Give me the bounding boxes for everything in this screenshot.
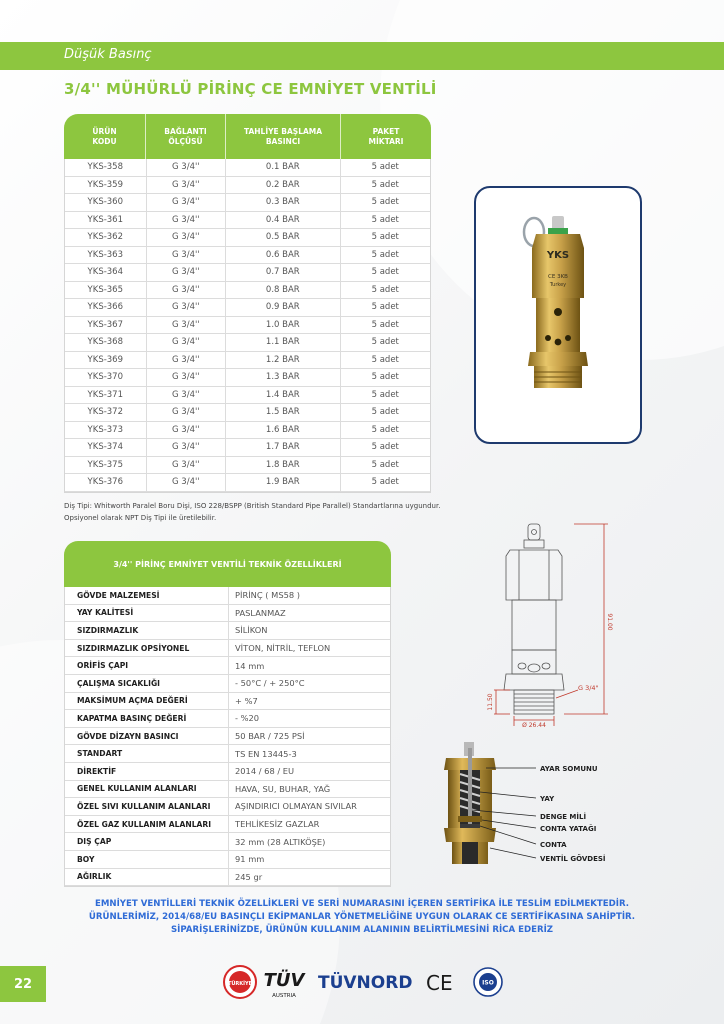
cell-product-code: YKS-367 <box>65 317 147 334</box>
valve-brand-text: YKS <box>546 250 570 261</box>
cell-connection-size: G 3/4'' <box>147 212 227 229</box>
table-row <box>65 352 430 370</box>
iso-logo <box>474 968 502 996</box>
cell-relief-pressure: 0.6 BAR <box>226 247 340 264</box>
cutaway-label-seal-seat: CONTA YATAĞI <box>540 825 597 833</box>
certification-line: SİPARİŞLERİNİZDE, ÜRÜNÜN KULLANIM ALANININ BELİRTİLMESİNİ RİCA EDERİZ <box>170 924 554 935</box>
spec-value: - %20 <box>235 713 260 724</box>
spec-row <box>65 833 390 851</box>
table-row <box>65 159 430 177</box>
cell-package-qty: 5 adet <box>371 302 399 313</box>
spec-row <box>65 798 390 816</box>
spec-value: 91 mm <box>235 854 265 865</box>
spec-value: SİLİKON <box>235 625 268 636</box>
cell-product-code: YKS-365 <box>65 282 147 299</box>
spec-value: VİTON, NİTRİL, TEFLON <box>235 643 331 654</box>
cutaway-label-body: VENTİL GÖVDESİ <box>540 855 606 863</box>
table-row <box>65 404 430 422</box>
spec-key: SIZDIRMAZLIK OPSİYONEL <box>65 640 229 657</box>
cell-connection-size: G 3/4'' <box>147 334 227 351</box>
cell-product-code: YKS-375 <box>65 457 147 474</box>
certification-line: ÜRÜNLERİMİZ, 2014/68/EU BASINÇLI EKİPMANLAR YÖNETMELİĞİNE UYGUN OLARAK CE SERTİFİKASINA SAHİPTİR. <box>88 911 636 922</box>
spec-row <box>65 657 390 675</box>
cell-product-code: YKS-370 <box>65 369 147 386</box>
cell-connection-size: G 3/4'' <box>147 352 227 369</box>
cell-connection-size: G 3/4'' <box>147 229 227 246</box>
cell-connection-size: G 3/4'' <box>147 177 227 194</box>
spec-key: BOY <box>65 851 229 868</box>
cell-relief-pressure: 0.8 BAR <box>226 282 340 299</box>
table-row <box>65 247 430 265</box>
cell-connection-size: G 3/4'' <box>147 264 227 281</box>
table-row <box>65 282 430 300</box>
dimension-diameter: Ø 26.44 <box>522 722 546 729</box>
cell-package-qty: 5 adet <box>371 267 399 278</box>
cell-product-code: YKS-359 <box>65 177 147 194</box>
cell-package-qty: 5 adet <box>371 459 399 470</box>
cell-package-qty: 5 adet <box>371 424 399 435</box>
spec-row <box>65 728 390 746</box>
tuv-austria-text: TÜV <box>263 970 305 991</box>
cell-relief-pressure: 1.6 BAR <box>226 422 340 439</box>
cell-connection-size: G 3/4'' <box>147 159 227 176</box>
cell-product-code: YKS-376 <box>65 474 147 491</box>
spec-value: TEHLİKESİZ GAZLAR <box>235 819 320 830</box>
tuv-austria-logo <box>264 969 307 999</box>
spec-value: AŞINDIRICI OLMAYAN SIVILAR <box>235 801 357 812</box>
cell-relief-pressure: 1.4 BAR <box>226 387 340 404</box>
page-title: 3/4'' MÜHÜRLÜ PİRİNÇ CE EMNİYET VENTİLİ <box>64 80 437 98</box>
cell-connection-size: G 3/4'' <box>147 439 227 456</box>
cell-relief-pressure: 1.7 BAR <box>226 439 340 456</box>
spec-value: 2014 / 68 / EU <box>235 766 295 777</box>
cell-product-code: YKS-368 <box>65 334 147 351</box>
product-table <box>64 114 431 493</box>
table-row <box>65 334 430 352</box>
cell-package-qty: 5 adet <box>371 407 399 418</box>
cutaway-label-spring: YAY <box>540 795 555 803</box>
table-row <box>65 264 430 282</box>
spec-row <box>65 763 390 781</box>
cutaway-label-balance-pin: DENGE MİLİ <box>540 813 587 821</box>
cell-connection-size: G 3/4'' <box>147 194 227 211</box>
cell-relief-pressure: 1.1 BAR <box>226 334 340 351</box>
cell-product-code: YKS-369 <box>65 352 147 369</box>
cell-connection-size: G 3/4'' <box>147 474 227 491</box>
table-row <box>65 422 430 440</box>
table-row <box>65 229 430 247</box>
section-header-bar <box>0 42 724 70</box>
cell-relief-pressure: 0.5 BAR <box>226 229 340 246</box>
spec-row <box>65 851 390 869</box>
spec-key: AĞIRLIK <box>65 869 229 886</box>
certification-logos <box>222 960 512 1004</box>
spec-value: TS EN 13445-3 <box>235 748 297 759</box>
spec-key: ORİFİS ÇAPI <box>65 657 229 674</box>
spec-row <box>65 605 390 623</box>
table-row <box>65 299 430 317</box>
cell-connection-size: G 3/4'' <box>147 317 227 334</box>
header-connection-size: BAĞLANTI ÖLÇÜSÜ <box>146 114 226 159</box>
spec-value: 32 mm (28 ALTIKÖŞE) <box>235 836 326 847</box>
cell-product-code: YKS-374 <box>65 439 147 456</box>
cell-relief-pressure: 0.4 BAR <box>226 212 340 229</box>
spec-key: SIZDIRMAZLIK <box>65 622 229 639</box>
header-relief-pressure: TAHLİYE BAŞLAMA BASINCI <box>226 114 341 159</box>
cell-package-qty: 5 adet <box>371 197 399 208</box>
table-row <box>65 194 430 212</box>
dimension-thread-length: 11.50 <box>487 693 494 711</box>
cell-connection-size: G 3/4'' <box>147 247 227 264</box>
cell-product-code: YKS-366 <box>65 299 147 316</box>
valve-origin-text: Turkey <box>549 282 567 288</box>
cell-package-qty: 5 adet <box>371 284 399 295</box>
spec-table <box>64 541 391 887</box>
cell-relief-pressure: 0.3 BAR <box>226 194 340 211</box>
product-table-header <box>64 114 431 159</box>
certification-notice <box>40 898 684 937</box>
tuv-nord-logo: TÜVNORD <box>318 973 413 993</box>
cell-connection-size: G 3/4'' <box>147 369 227 386</box>
ce-mark-logo: CE <box>426 971 453 995</box>
spec-row <box>65 693 390 711</box>
cell-product-code: YKS-373 <box>65 422 147 439</box>
cell-product-code: YKS-363 <box>65 247 147 264</box>
spec-table-body <box>64 587 391 887</box>
header-package-qty: PAKET MİKTARI <box>368 127 404 146</box>
spec-value: + %7 <box>235 695 258 706</box>
cell-product-code: YKS-372 <box>65 404 147 421</box>
table-row <box>65 177 430 195</box>
cell-package-qty: 5 adet <box>371 477 399 488</box>
spec-row <box>65 816 390 834</box>
thread-note-line: Diş Tipi: Whitworth Paralel Boru Dişi, ISO 228/BSPP (British Standard Pipe Parallel) Standartlarına uygundur. <box>64 502 441 510</box>
cell-connection-size: G 3/4'' <box>147 422 227 439</box>
page-number: 22 <box>0 966 46 1002</box>
spec-value: 50 BAR / 725 PSİ <box>235 731 305 742</box>
cell-connection-size: G 3/4'' <box>147 282 227 299</box>
cell-package-qty: 5 adet <box>371 319 399 330</box>
thread-note <box>64 501 534 525</box>
table-row <box>65 439 430 457</box>
cell-package-qty: 5 adet <box>371 389 399 400</box>
cell-product-code: YKS-364 <box>65 264 147 281</box>
product-photo-card <box>474 186 642 444</box>
cell-product-code: YKS-360 <box>65 194 147 211</box>
cell-relief-pressure: 0.2 BAR <box>226 177 340 194</box>
cell-relief-pressure: 1.2 BAR <box>226 352 340 369</box>
spec-row <box>65 745 390 763</box>
cutaway-diagram <box>440 738 640 868</box>
spec-row <box>65 587 390 605</box>
spec-table-title: 3/4'' PİRİNÇ EMNİYET VENTİLİ TEKNİK ÖZELLİKLERİ <box>64 541 391 587</box>
cell-connection-size: G 3/4'' <box>147 387 227 404</box>
cell-package-qty: 5 adet <box>371 442 399 453</box>
spec-value: PASLANMAZ <box>235 607 286 618</box>
cell-product-code: YKS-371 <box>65 387 147 404</box>
spec-key: GÖVDE DİZAYN BASINCI <box>65 728 229 745</box>
cell-package-qty: 5 adet <box>371 179 399 190</box>
cell-package-qty: 5 adet <box>371 232 399 243</box>
spec-value: HAVA, SU, BUHAR, YAĞ <box>235 783 331 794</box>
spec-row <box>65 622 390 640</box>
cell-connection-size: G 3/4'' <box>147 299 227 316</box>
spec-key: DIŞ ÇAP <box>65 833 229 850</box>
valve-photo <box>476 188 640 442</box>
spec-row <box>65 869 390 887</box>
spec-key: GÖVDE MALZEMESİ <box>65 587 229 604</box>
turkiye-seal-logo <box>224 966 256 998</box>
cell-package-qty: 5 adet <box>371 337 399 348</box>
cell-product-code: YKS-358 <box>65 159 147 176</box>
cutaway-label-adjust-nut: AYAR SOMUNU <box>540 765 598 773</box>
cell-relief-pressure: 1.8 BAR <box>226 457 340 474</box>
spec-key: MAKSİMUM AÇMA DEĞERİ <box>65 693 229 710</box>
thread-label: G 3/4" <box>578 684 599 692</box>
table-row <box>65 369 430 387</box>
cell-package-qty: 5 adet <box>371 354 399 365</box>
spec-key: DİREKTİF <box>65 763 229 780</box>
cell-relief-pressure: 1.3 BAR <box>226 369 340 386</box>
valve-mark-text: CE 3KB <box>548 274 568 280</box>
table-row <box>65 474 430 492</box>
cell-package-qty: 5 adet <box>371 249 399 260</box>
cell-relief-pressure: 1.9 BAR <box>226 474 340 491</box>
spec-key: GENEL KULLANIM ALANLARI <box>65 781 229 798</box>
cell-relief-pressure: 1.5 BAR <box>226 404 340 421</box>
spec-key: KAPATMA BASINÇ DEĞERİ <box>65 710 229 727</box>
dimension-height: 91.00 <box>606 613 613 631</box>
cell-connection-size: G 3/4'' <box>147 404 227 421</box>
header-product-code: ÜRÜN KODU <box>64 114 146 159</box>
certification-line: EMNİYET VENTİLLERİ TEKNİK ÖZELLİKLERİ VE SERİ NUMARASINI İÇEREN SERTİFİKA İLE TESLİM EDİLMEKTEDİR. <box>94 899 630 909</box>
section-tag: Düşük Basınç <box>64 47 152 62</box>
spec-value: 245 gr <box>235 871 263 882</box>
spec-key: ÖZEL SIVI KULLANIM ALANLARI <box>65 798 229 815</box>
spec-key: YAY KALİTESİ <box>65 605 229 622</box>
tuv-austria-sub: AUSTRIA <box>272 993 296 999</box>
spec-row <box>65 781 390 799</box>
turkiye-seal-text: TÜRKİYE <box>227 981 253 987</box>
cell-relief-pressure: 0.9 BAR <box>226 299 340 316</box>
cell-connection-size: G 3/4'' <box>147 457 227 474</box>
spec-row <box>65 640 390 658</box>
table-row <box>65 317 430 335</box>
cell-package-qty: 5 adet <box>371 214 399 225</box>
spec-key: ÖZEL GAZ KULLANIM ALANLARI <box>65 816 229 833</box>
cell-relief-pressure: 0.7 BAR <box>226 264 340 281</box>
spec-key: STANDART <box>65 745 229 762</box>
cell-relief-pressure: 1.0 BAR <box>226 317 340 334</box>
technical-drawing <box>484 522 624 737</box>
spec-value: PİRİNÇ ( MS58 ) <box>235 590 301 601</box>
iso-logo-text: ISO <box>482 979 494 987</box>
spec-row <box>65 710 390 728</box>
cell-product-code: YKS-361 <box>65 212 147 229</box>
spec-value: 14 mm <box>235 660 265 671</box>
cell-product-code: YKS-362 <box>65 229 147 246</box>
table-row <box>65 212 430 230</box>
table-row <box>65 387 430 405</box>
product-table-body <box>64 159 431 493</box>
spec-row <box>65 675 390 693</box>
cell-package-qty: 5 adet <box>371 162 399 173</box>
spec-key: ÇALIŞMA SICAKLIĞI <box>65 675 229 692</box>
cutaway-label-seal: CONTA <box>540 841 567 849</box>
cell-relief-pressure: 0.1 BAR <box>226 159 340 176</box>
thread-note-line: Opsiyonel olarak NPT Diş Tipi ile üretilebilir. <box>64 513 217 522</box>
spec-value: - 50°C / + 250°C <box>235 678 305 689</box>
table-row <box>65 457 430 475</box>
cell-package-qty: 5 adet <box>371 372 399 383</box>
